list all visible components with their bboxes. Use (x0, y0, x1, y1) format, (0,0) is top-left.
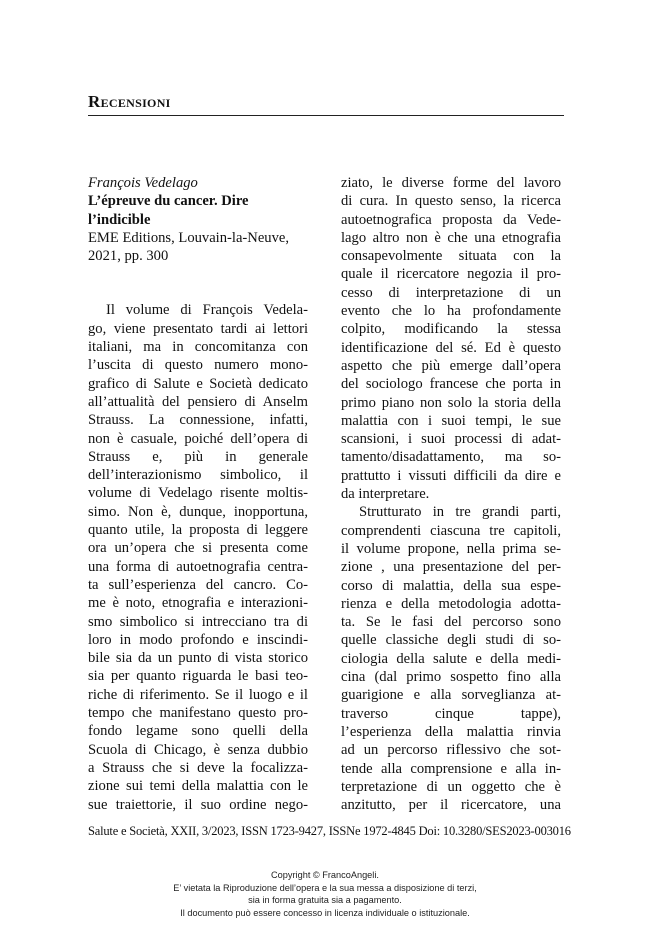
text-line: corso di malattia, della sua espe- (341, 577, 561, 594)
text-line: consapevolmente situata con la (341, 248, 561, 265)
text-line: smo simbolico si intrecciano tra di (88, 613, 308, 630)
text-line: primo piano non solo la storia della (341, 394, 561, 411)
text-line: Strutturato in tre grandi parti, (359, 504, 561, 521)
copyright-line: Il documento può essere concesso in licenza individuale o istituzionale. (180, 907, 470, 918)
text-line: simo. Non è, dunque, inopportuna, (88, 503, 308, 520)
text-line: quelle classiche degli studi di so- (341, 632, 561, 649)
copyright-line: Copyright © FrancoAngeli. (271, 870, 379, 880)
text-line: ciologia della salute e della medi- (341, 650, 561, 667)
text-line: rienza e della metodologia adotta- (341, 595, 561, 612)
copyright-line: E’ vietata la Riproduzione dell’opera e la sua messa a disposizione di terzi, (173, 882, 477, 893)
text-line: a Strauss che si deve la focalizza- (88, 759, 308, 776)
text-line: volume di Vedelago risente moltis- (88, 485, 308, 502)
text-line: zione sui temi della malattia con le (88, 778, 308, 795)
section-title: Recensioni (88, 92, 171, 111)
text-line: una forma di autoetnografia centra- (88, 558, 308, 575)
text-line: colpito, modificando la stessa (341, 321, 561, 338)
text-line: anzitutto, per il ricercatore, una (341, 797, 561, 814)
journal-citation: Salute e Società, XXII, 3/2023, ISSN 1723-9427, ISSNe 1972-4845 Doi: 10.3280/SES2023-003016 (88, 824, 571, 838)
text-line: cesso di interpretazione di un (341, 284, 561, 301)
text-line: fondo legame sono quelli della (88, 723, 308, 740)
text-line: Strauss. La connessione, infatti, (88, 412, 308, 429)
text-line: traverso cinque tappe), (341, 705, 561, 722)
text-line: il volume propone, nella prima se- (341, 540, 561, 557)
text-line: me è noto, etnografia e interazioni- (88, 595, 308, 612)
spacer (88, 265, 308, 301)
section-header (88, 92, 564, 116)
text-line: lago altro non è che una etnografia (341, 229, 561, 246)
copyright-line: sia in forma gratuita sia a pagamento. (248, 895, 402, 906)
text-line: riche di riferimento. Se il luogo e il (88, 686, 308, 703)
copyright-notice (0, 869, 650, 919)
text-line: guarigione e alla sorveglianza at- (341, 687, 561, 704)
left-column (88, 174, 308, 814)
text-line: italiani, ma in concomitanza con (88, 339, 308, 356)
publisher-line: 2021, pp. 300 (88, 248, 169, 265)
text-line: tende alla comprensione e alla in- (341, 760, 561, 777)
right-para-1 (341, 174, 561, 503)
text-line: all’attualità del pensiero di Anselm (88, 393, 308, 410)
text-line: identificazione del sé. Ed è questo (341, 339, 561, 356)
publisher-line: EME Editions, Louvain-la-Neuve, (88, 229, 290, 246)
book-title-line: L’épreuve du cancer. Dire (88, 193, 249, 210)
text-line: tempo che manifestano questo pro- (88, 705, 308, 722)
text-line: zione , una presentazione del per- (341, 559, 561, 576)
text-line: sue traiettorie, il suo ordine nego- (88, 796, 308, 813)
text-line: autoetnografica proposta da Vede- (341, 211, 561, 228)
text-line: dell’interazionismo simbolico, il (88, 467, 308, 484)
right-para-2 (341, 503, 561, 814)
text-line: scansioni, i suoi processi di adat- (341, 431, 561, 448)
text-line: del sociologo francese che porta in (341, 376, 561, 393)
text-line: sia per quanto riguarda le basi teo- (88, 668, 308, 685)
text-line: go, viene presentato tardi ai lettori (88, 320, 308, 337)
book-title-line: l’indicible (88, 211, 151, 228)
text-line: quanto utile, la proposta di leggere (88, 522, 308, 539)
text-line: l’esperienza della malattia rinvia (341, 723, 561, 740)
right-column (341, 174, 561, 814)
text-line: loro in modo profondo e inscindi- (88, 631, 308, 648)
text-line: evento che lo ha profondamente (341, 303, 561, 320)
text-line: ora un’opera che si presenta come (88, 540, 308, 557)
text-line: terpretazione di un oggetto che è (341, 778, 561, 795)
text-line: aspetto che più emerge dall’opera (341, 357, 561, 374)
text-line: ta sull’esperienza del cancro. Co- (88, 576, 308, 593)
text-line: Scuola di Chicago, è senza dubbio (88, 741, 308, 758)
text-line: malattia con i suoi tempi, le sue (341, 412, 561, 429)
text-line: l’uscita di questo numero mono- (88, 357, 308, 374)
text-line: ziato, le diverse forme del lavoro (341, 175, 561, 191)
left-body (88, 301, 308, 813)
text-line: comprendenti ciascuna tre capitoli, (341, 522, 561, 539)
text-line: grafico di Salute e Società dedicato (88, 375, 308, 392)
text-line: quale il ricercatore negozia il pro- (341, 266, 561, 283)
text-line: di cura. In questo senso, la ricerca (341, 193, 561, 210)
text-line: non è casuale, poiché dell’opera di (88, 430, 308, 447)
review-author: François Vedelago (88, 175, 198, 191)
text-line: ta. Se le fasi del percorso sono (341, 614, 561, 631)
text-line: bile sia da un punto di vista storico (88, 650, 308, 667)
text-line: prattutto i vissuti difficili da dire e (341, 467, 561, 484)
text-line: Strauss e, più in generale (88, 448, 308, 465)
text-line: cina (dal primo sospetto fino alla (341, 669, 561, 686)
text-line: da interpretare. (341, 486, 430, 503)
text-line: ad un percorso riflessivo che sot- (341, 742, 561, 759)
text-line: Il volume di François Vedela- (106, 302, 308, 319)
text-line: tamento/disadattamento, ma so- (341, 449, 561, 466)
